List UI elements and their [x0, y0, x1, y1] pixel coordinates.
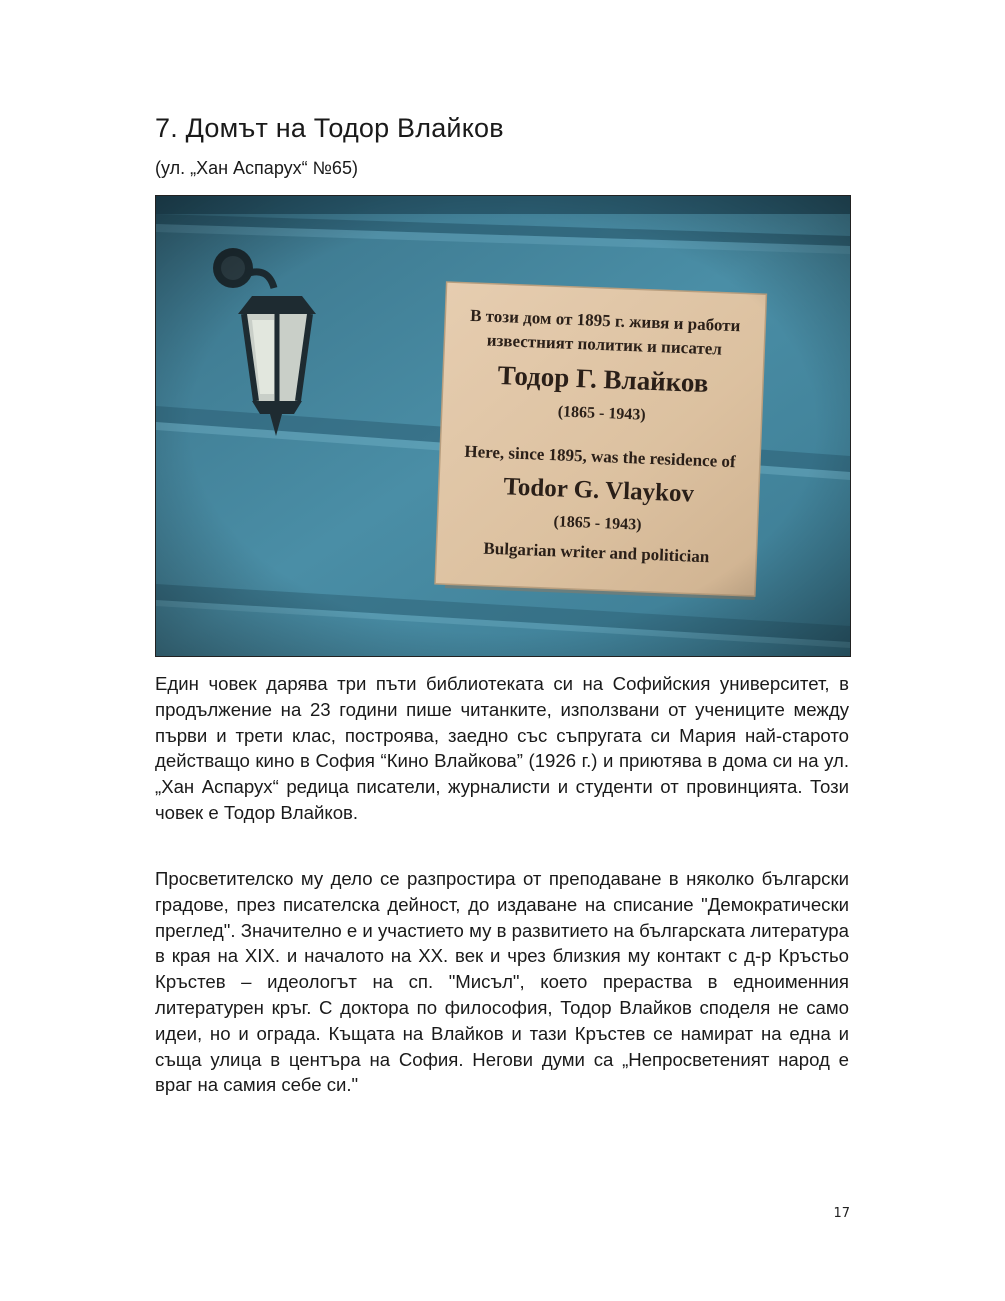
address-subtitle: (ул. „Хан Аспарух“ №65) [155, 158, 358, 178]
page-title: 7. Домът на Тодор Влайков [155, 113, 504, 143]
paragraph-legacy: Просветителско му дело се разпростира от преподаване в няколко български градове, през писателска дейност, до издаване на списание "Демократически преглед". Значително е и участието му в развитието на българската литература в края на XIX. и началото на XX. век и чрез близкия му контакт с д-р Кръстьо Кръстев – идеологът на сп. "Мисъл", което прераства в едноименния литературен кръг. С доктора по философия, Тодор Влайков споделя не само идеи, но и ограда. Къщата на Влайков и тази Кръстев се намират на една и съща улица в центъра на София. Негови думи са „Непросветеният народ е враг на самия себе си." [155, 868, 849, 1096]
page-number: 17 [833, 1206, 850, 1221]
paragraph-intro: Един човек дарява три пъти библиотеката си на Софийския университет, в продължение на 23 години пише читанките, използвани от учениците между първи и трети клас, построява, заедно със съпругата си Мария най-старото действащо кино в София “Кино Влайкова” (1926 г.) и приютява в дома си на ул. „Хан Аспарух“ редица писатели, журналисти и студенти от провинцията. Този човек е Тодор Влайков. [155, 673, 849, 823]
memorial-plaque-photo [155, 195, 851, 657]
